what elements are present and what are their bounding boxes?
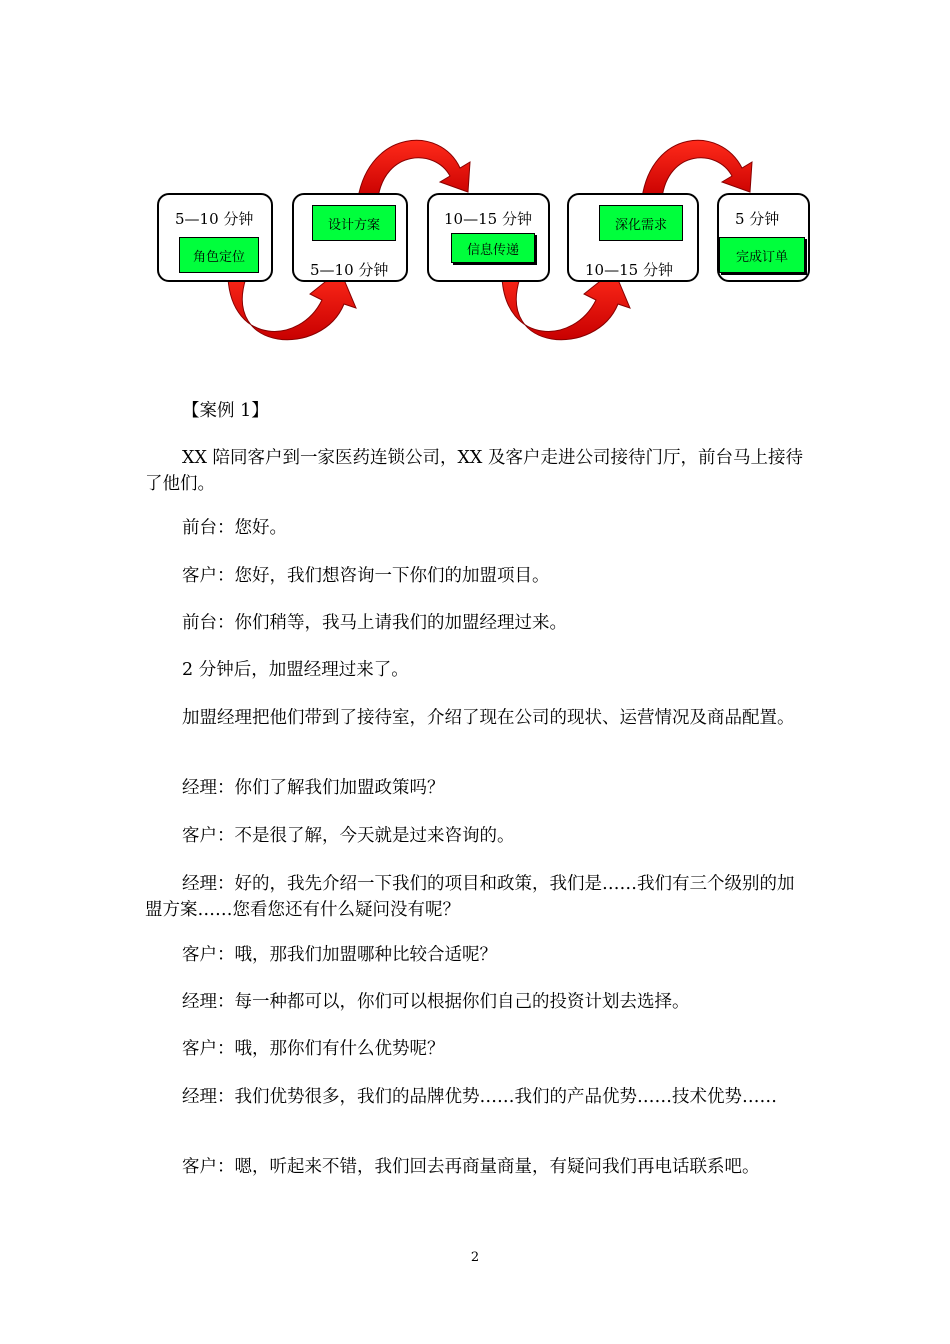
step-2-label: 设计方案 <box>312 205 396 241</box>
paragraph: 客户：哦，那你们有什么优势呢？ <box>182 1039 445 1059</box>
paragraph: 前台：您好。 <box>182 518 287 538</box>
step-4-time: 10—15 分钟 <box>585 261 673 279</box>
paragraph: 客户：您好，我们想咨询一下你们的加盟项目。 <box>182 566 550 586</box>
flow-step-3 <box>427 193 550 282</box>
paragraph: 2 分钟后，加盟经理过来了。 <box>182 660 409 680</box>
curved-arrow-up-1 <box>358 140 470 198</box>
paragraph: 客户：哦，那我们加盟哪种比较合适呢？ <box>182 945 497 965</box>
step-5-label: 完成订单 <box>719 237 805 273</box>
case-title: 【案例 1】 <box>182 401 269 421</box>
paragraph: 客户：不是很了解，今天就是过来咨询的。 <box>182 826 515 846</box>
flow-step-1 <box>157 193 273 282</box>
paragraph: 加盟经理把他们带到了接待室，介绍了现在公司的现状、运营情况及商品配置。 <box>182 708 795 728</box>
paragraph: 客户：嗯，听起来不错，我们回去再商量商量，有疑问我们再电话联系吧。 <box>182 1157 760 1177</box>
step-3-time: 10—15 分钟 <box>444 210 532 228</box>
flow-step-4 <box>567 193 699 282</box>
paragraph: 前台：你们稍等，我马上请我们的加盟经理过来。 <box>182 613 567 633</box>
flow-step-2 <box>292 193 408 282</box>
step-1-time: 5—10 分钟 <box>175 210 254 228</box>
page-number: 2 <box>470 1250 480 1265</box>
step-3-label: 信息传递 <box>451 233 535 263</box>
step-5-time: 5 分钟 <box>735 210 780 228</box>
step-1-label: 角色定位 <box>179 237 259 273</box>
paragraph: 经理：每一种都可以，你们可以根据你们自己的投资计划去选择。 <box>182 992 690 1012</box>
step-2-time: 5—10 分钟 <box>310 261 389 279</box>
paragraph: 经理：你们了解我们加盟政策吗？ <box>182 778 445 798</box>
flow-step-5 <box>717 193 810 282</box>
curved-arrow-up-2 <box>642 140 752 198</box>
step-4-label: 深化需求 <box>599 205 683 241</box>
paragraph: 经理：好的，我先介绍一下我们的项目和政策，我们是……我们有三个级别的加盟方案……您看您还有什么疑问没有呢？ <box>145 874 795 920</box>
paragraph: XX 陪同客户到一家医药连锁公司，XX 及客户走进公司接待门厅，前台马上接待了他们。 <box>145 448 803 494</box>
flow-arrows <box>0 0 950 380</box>
process-flow-diagram <box>0 0 950 380</box>
paragraph: 经理：我们优势很多，我们的品牌优势……我们的产品优势……技术优势…… <box>182 1087 777 1107</box>
